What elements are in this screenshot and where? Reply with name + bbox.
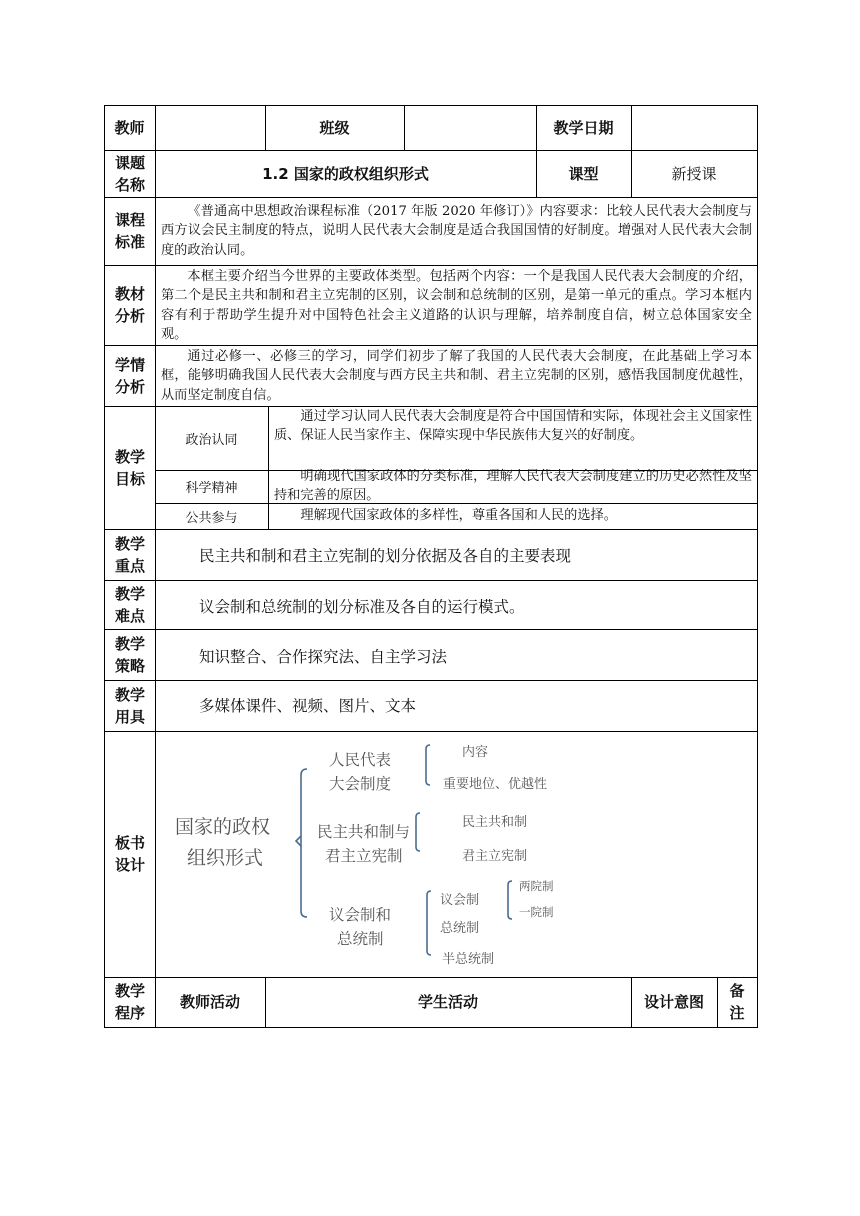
key-points-text: 民主共和制和君主立宪制的划分依据及各自的主要表现 xyxy=(199,547,572,565)
goal-name: 公共参与 xyxy=(185,510,238,526)
row-divider xyxy=(104,580,758,581)
strategy-text: 知识整合、合作探究法、自主学习法 xyxy=(199,648,448,666)
board-b1-sub2: 重要地位、优越性 xyxy=(443,777,548,792)
board-b3-sub1: 议会制 xyxy=(440,893,480,908)
teacher-label: 教师 xyxy=(114,118,145,137)
goal-name: 政治认同 xyxy=(185,432,238,448)
table-border-bottom xyxy=(104,1027,758,1028)
goal-text: 通过学习认同人民代表大会制度是符合中国国情和实际，体现社会主义国家性质、保证人民当家作主、保障实现中华民族伟大复兴的好制度。 xyxy=(274,409,752,444)
brace-b2 xyxy=(416,813,420,851)
board-b2-sub2: 君主立宪制 xyxy=(462,849,528,864)
row-divider xyxy=(104,529,758,530)
strategy-label: 教学策略 xyxy=(114,634,145,675)
curriculum-label: 课程标准 xyxy=(114,211,145,251)
board-b3-sub1b: 一院制 xyxy=(519,905,554,919)
date-label: 教学日期 xyxy=(553,118,614,137)
board-b2-line1: 民主共和制与 xyxy=(317,823,411,841)
board-b1-line2: 大会制度 xyxy=(329,775,392,793)
board-b3-line1: 议会制和 xyxy=(329,906,392,924)
table-border-right xyxy=(757,105,758,1027)
lesson-type-label: 课型 xyxy=(568,164,599,183)
date-value[interactable] xyxy=(631,105,757,150)
board-b3-sub3: 半总统制 xyxy=(442,952,495,967)
brace-b3 xyxy=(427,891,431,955)
curriculum-text: 《普通高中思想政治课程标准（2017 年版 2020 年修订）》内容要求：比较人民代表大会制度与西方议会民主制度的特点，说明人民代表大会制度是适合我国国情的好制度。增强对人民代表大会制度的政治认同。 xyxy=(161,204,752,258)
row-divider xyxy=(104,629,758,630)
teacher-activity-header: 教师活动 xyxy=(179,993,240,1011)
row-divider xyxy=(104,265,758,266)
row-divider xyxy=(104,345,758,346)
lesson-type-value: 新授课 xyxy=(671,165,717,183)
procedure-label: 教学程序 xyxy=(114,982,145,1022)
main-brace xyxy=(301,769,307,917)
teacher-value[interactable] xyxy=(155,105,265,150)
board-root-line2: 组织形式 xyxy=(187,847,264,869)
table-border-left xyxy=(104,105,105,1027)
goal-text: 明确现代国家政体的分类标准，理解人民代表大会制度建立的历史必然性及坚持和完善的原因。 xyxy=(274,469,752,504)
difficulties-label: 教学难点 xyxy=(114,584,145,625)
board-b3-line2: 总统制 xyxy=(337,930,384,948)
row-divider xyxy=(104,680,758,681)
class-value[interactable] xyxy=(404,105,536,150)
remarks-header: 备注 xyxy=(729,982,745,1022)
class-label: 班级 xyxy=(319,118,350,137)
column-divider xyxy=(717,977,718,1027)
tools-text: 多媒体课件、视频、图片、文本 xyxy=(199,697,417,715)
goal-text: 理解现代国家政体的多样性，尊重各国和人民的选择。 xyxy=(300,508,617,523)
design-intent-header: 设计意图 xyxy=(643,993,704,1011)
board-diagram xyxy=(155,731,757,977)
board-label: 板书设计 xyxy=(114,834,145,874)
key-points-label: 教学重点 xyxy=(114,534,145,575)
difficulties-text: 议会制和总统制的划分标准及各自的运行模式。 xyxy=(199,598,525,616)
board-b3-sub2: 总统制 xyxy=(440,921,480,936)
topic-title: 1.2 国家的政权组织形式 xyxy=(262,165,429,183)
student-activity-header: 学生活动 xyxy=(417,993,478,1011)
goal-name: 科学精神 xyxy=(185,481,238,496)
board-b3-sub1a: 两院制 xyxy=(519,879,554,893)
tools-label: 教学用具 xyxy=(114,685,145,726)
brace-b3-sub xyxy=(508,881,512,919)
material-label: 教材分析 xyxy=(114,285,145,325)
material-text: 本框主要介绍当今世界的主要政体类型。包括两个内容：一个是我国人民代表大会制度的介绍，第二个是民主共和制和君主立宪制的区别，议会制和总统制的区别，是第一单元的重点。学习本框内容有利于帮助学生提升对中国特色社会主义道路的认识与理解，培养制度自信，树立总体国家安全观。 xyxy=(161,269,752,343)
board-b1-line1: 人民代表 xyxy=(329,751,392,769)
board-b1-sub1: 内容 xyxy=(462,745,489,760)
board-b2-line2: 君主立宪制 xyxy=(325,847,403,865)
board-root-line1: 国家的政权 xyxy=(175,816,271,838)
row-divider xyxy=(104,197,758,198)
goals-label: 教学目标 xyxy=(114,447,145,488)
column-divider xyxy=(268,406,269,529)
students-text: 通过必修一、必修三的学习，同学们初步了解了我国的人民代表大会制度，在此基础上学习本框，能够明确我国人民代表大会制度与西方民主共和制、君主立宪制的区别，感悟我国制度优越性，从而坚定制度自信。 xyxy=(161,349,752,403)
students-label: 学情分析 xyxy=(114,355,145,396)
brace-b1 xyxy=(426,745,430,785)
topic-label: 课题名称 xyxy=(114,153,145,194)
board-b2-sub1: 民主共和制 xyxy=(462,815,528,830)
